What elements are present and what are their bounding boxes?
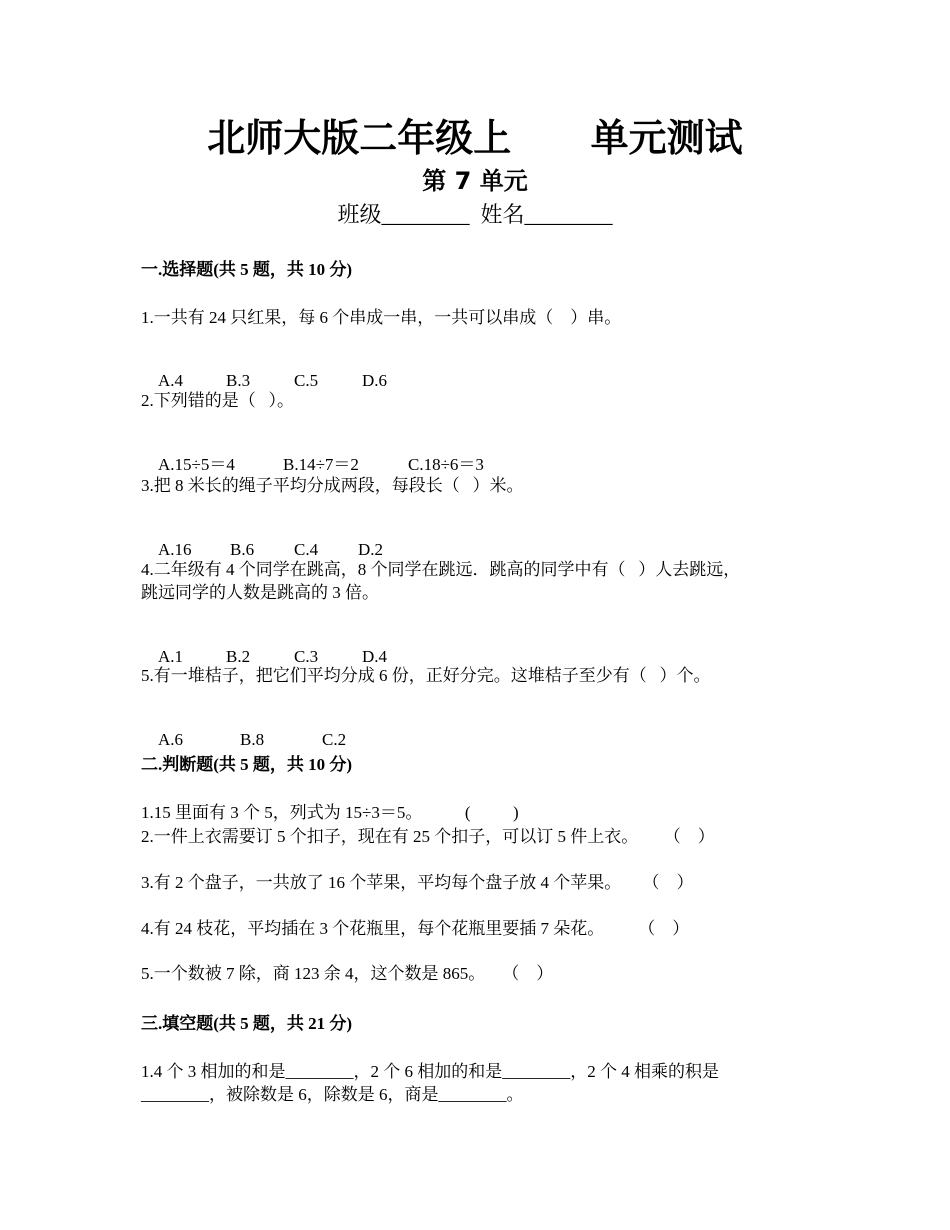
section-heading-multiple-choice: 一.选择题(共 5 题，共 10 分)	[141, 260, 353, 279]
option-b: B.14÷7＝2	[283, 455, 359, 474]
question-tf-5: 5.一个数被 7 除，商 123 余 4，这个数是 865。 （ ）	[141, 964, 554, 983]
option-c: C.5	[294, 371, 319, 390]
option-c: C.4	[294, 540, 319, 559]
question-tf-3: 3.有 2 个盘子，一共放了 16 个苹果，平均每个盘子放 4 个苹果。 （ ）	[141, 873, 694, 892]
question-mc-1: 1.一共有 24 只红果，每 6 个串成一串，一共可以串成（ ）串。	[141, 308, 622, 327]
question-fill-1-line-1: 1.4 个 3 相加的和是________，2 个 6 相加的和是________，2 个 4 相乘的积是	[141, 1062, 719, 1081]
option-a: A.4	[158, 371, 184, 390]
option-d: D.2	[358, 540, 384, 559]
question-mc-4-line-1: 4.二年级有 4 个同学在跳高，8 个同学在跳远．跳高的同学中有（ ）人去跳远，	[141, 560, 741, 579]
option-b: B.2	[226, 647, 251, 666]
option-b: B.6	[230, 540, 255, 559]
question-tf-1: 1.15 里面有 3 个 5，列式为 15÷3＝5。 ( )	[141, 803, 519, 822]
question-mc-5: 5.有一堆桔子，把它们平均分成 6 份，正好分完。这堆桔子至少有（ ）个。	[141, 666, 711, 685]
option-c: C.3	[294, 647, 319, 666]
question-mc-4-line-2: 跳远同学的人数是跳高的 3 倍。	[141, 583, 379, 602]
section-heading-true-false: 二.判断题(共 5 题，共 10 分)	[141, 755, 353, 774]
option-c: C.2	[322, 730, 347, 749]
question-fill-1-line-2: ________，被除数是 6，除数是 6，商是________。	[141, 1085, 524, 1104]
option-a: A.1	[158, 647, 184, 666]
option-b: B.3	[226, 371, 251, 390]
option-d: D.4	[362, 647, 388, 666]
option-a: A.16	[158, 540, 192, 559]
unit-subtitle: 第 7 单元	[422, 167, 528, 195]
option-a: A.6	[158, 730, 184, 749]
option-d: D.6	[362, 371, 388, 390]
question-tf-2: 2.一件上衣需要订 5 个扣子，现在有 25 个扣子，可以订 5 件上衣。 （ ）	[141, 827, 715, 846]
section-heading-fill-blank: 三.填空题(共 5 题，共 21 分)	[141, 1014, 353, 1033]
option-c: C.18÷6＝3	[408, 455, 484, 474]
question-mc-3: 3.把 8 米长的绳子平均分成两段，每段长（ ）米。	[141, 476, 524, 495]
option-a: A.15÷5＝4	[158, 455, 235, 474]
page-title: 北师大版二年级上 单元测试	[207, 116, 743, 160]
question-tf-4: 4.有 24 枝花，平均插在 3 个花瓶里，每个花瓶里要插 7 朵花。 （ ）	[141, 919, 690, 938]
question-mc-2: 2.下列错的是（ ）。	[141, 391, 294, 410]
option-b: B.8	[240, 730, 265, 749]
class-name-line: 班级________ 姓名________	[337, 202, 613, 227]
